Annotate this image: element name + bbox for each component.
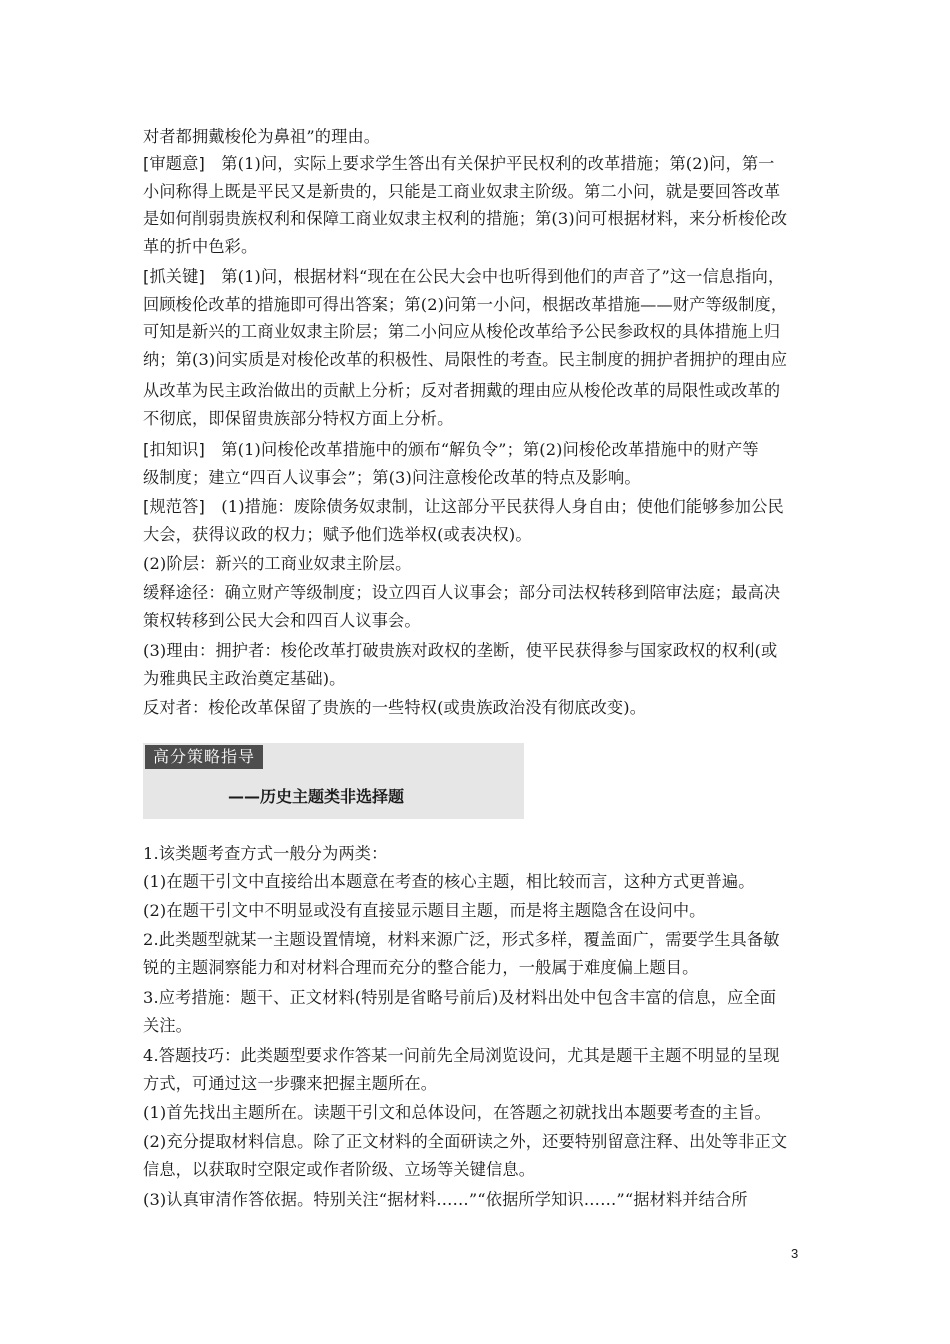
line-lead: [规范答] — [143, 497, 205, 516]
line-text: 革的折中色彩。 — [143, 237, 258, 256]
line-text: (3)理由：拥护者：梭伦改革打破贵族对政权的垄断，使平民获得参与国家政权的权利(或 — [143, 641, 778, 660]
line-lead: [审题意] — [143, 154, 205, 173]
line-text: 为雅典民主政治奠定基础)。 — [143, 669, 346, 688]
line-text: 纳；第(3)问实质是对梭伦改革的积极性、局限性的考查。民主制度的拥护者拥护的理由应 — [143, 350, 788, 369]
text-line: 信息，以获取时空限定或作者阶级、立场等关键信息。 — [143, 1160, 536, 1179]
text-line — [143, 467, 641, 489]
text-line — [143, 321, 780, 343]
text-line — [143, 610, 421, 632]
text-line: 关注。 — [143, 1016, 193, 1035]
text-line: 1.该类题考查方式一般分为两类： — [143, 844, 388, 863]
text-line: (2)充分提取材料信息。除了正文材料的全面研读之外，还要特别留意注释、出处等非正文 — [143, 1132, 788, 1151]
text-line — [143, 524, 532, 546]
line-text: 从改革为民主政治做出的贡献上分析；反对者拥戴的理由应从梭伦改革的局限性或改革的 — [143, 381, 781, 400]
line-text: 大会，获得议政的权力；赋予他们选举权(或表决权)。 — [143, 525, 532, 544]
text-line — [143, 266, 784, 288]
text-line — [143, 496, 784, 518]
text-line — [143, 153, 775, 175]
line-text: 小问称得上既是平民又是新贵的，只能是工商业奴隶主阶级。第二小问，就是要回答改革 — [143, 182, 781, 201]
text-line — [143, 553, 411, 575]
text-line — [143, 236, 257, 258]
line-lead: [扣知识] — [143, 440, 205, 459]
line-lead: [抓关键] — [143, 267, 205, 286]
line-text: 第(1)问，根据材料“现在在公民大会中也听得到他们的声音了”这一信息指向， — [204, 267, 785, 286]
line-text: 反对者：梭伦改革保留了贵族的一些特权(或贵族政治没有彻底改变)。 — [143, 698, 647, 717]
line-text: 策权转移到公民大会和四百人议事会。 — [143, 611, 421, 630]
text-line — [143, 181, 780, 203]
text-line: 3.应考措施：题干、正文材料(特别是省略号前后)及材料出处中包含丰富的信息，应全面 — [143, 988, 777, 1007]
text-line — [143, 582, 780, 604]
line-text: 不彻底，即保留贵族部分特权方面上分析。 — [143, 409, 454, 428]
text-line — [143, 126, 380, 148]
text-line: 锐的主题洞察能力和对材料合理而充分的整合能力，一般属于难度偏上题目。 — [143, 958, 699, 977]
text-line: 方式，可通过这一步骤来把握主题所在。 — [143, 1074, 438, 1093]
line-text: 缓释途径：确立财产等级制度；设立四百人议事会；部分司法权转移到陪审法庭；最高决 — [143, 583, 781, 602]
line-text: 可知是新兴的工商业奴隶主阶层；第二小问应从梭伦改革给予公民参政权的具体措施上归 — [143, 322, 781, 341]
line-text: (2)阶层：新兴的工商业奴隶主阶层。 — [143, 554, 412, 573]
text-line — [143, 439, 759, 461]
line-text: 级制度；建立“四百人议事会”；第(3)问注意梭伦改革的特点及影响。 — [143, 468, 641, 487]
line-text: 回顾梭伦改革的措施即可得出答案；第(2)问第一小问，根据改革措施——财产等级制度， — [143, 295, 788, 314]
text-line: (2)在题干引文中不明显或没有直接显示题目主题，而是将主题隐含在设问中。 — [143, 901, 706, 920]
text-line — [143, 349, 787, 371]
text-line — [143, 408, 453, 430]
strategy-tag: 高分策略指导 — [145, 745, 263, 769]
strategy-subtitle: ——历史主题类非选择题 — [228, 787, 405, 806]
text-line: (1)在题干引文中直接给出本题意在考查的核心主题，相比较而言，这种方式更普遍。 — [143, 872, 755, 891]
text-line: (3)认真审清作答依据。特别关注“据材料……”“依据所学知识……”“据材料并结合所 — [143, 1190, 748, 1209]
text-line — [143, 640, 777, 662]
line-text: 是如何削弱贵族权利和保障工商业奴隶主权利的措施；第(3)问可根据材料，来分析梭伦改 — [143, 209, 788, 228]
text-line: (1)首先找出主题所在。读题干引文和总体设问，在答题之初就找出本题要考查的主旨。 — [143, 1103, 771, 1122]
text-line: 2.此类题型就某一主题设置情境，材料来源广泛，形式多样，覆盖面广，需要学生具备敏 — [143, 930, 780, 949]
text-line: 4.答题技巧：此类题型要求作答某一问前先全局浏览设问，尤其是题干主题不明显的呈现 — [143, 1046, 780, 1065]
line-text: 对者都拥戴梭伦为鼻祖”的理由。 — [143, 127, 381, 146]
text-line — [143, 380, 780, 402]
text-line — [143, 208, 787, 230]
line-text: 第(1)问梭伦改革措施中的颁布“解负令”；第(2)问梭伦改革措施中的财产等 — [204, 440, 759, 459]
page-number: 3 — [791, 1246, 799, 1261]
text-line — [143, 697, 646, 719]
line-text: (1)措施：废除债务奴隶制，让这部分平民获得人身自由；使他们能够参加公民 — [204, 497, 784, 516]
text-line — [143, 294, 787, 316]
text-line — [143, 668, 346, 690]
line-text: 第(1)问，实际上要求学生答出有关保护平民权利的改革措施；第(2)问，第一 — [204, 154, 775, 173]
